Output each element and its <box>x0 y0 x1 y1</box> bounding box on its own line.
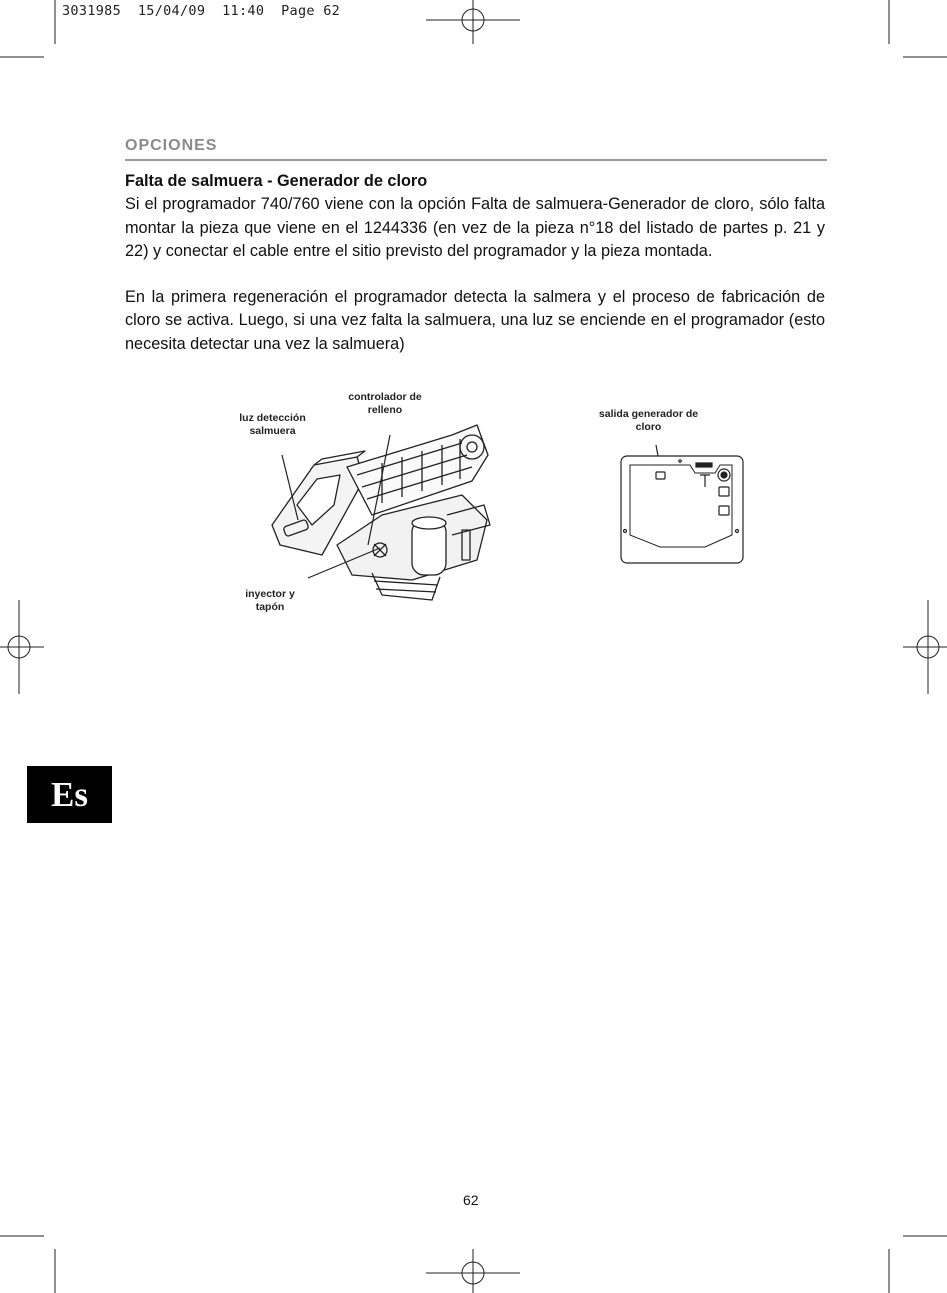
page-number: 62 <box>463 1192 479 1208</box>
control-board-illustration <box>620 455 745 565</box>
label-chlorine-output: salida generador de cloro <box>598 408 699 433</box>
subsection-heading: Falta de salmuera - Generador de cloro <box>125 172 428 190</box>
paragraph-2: En la primera regeneración el programador detecta la salmera y el proceso de fabricación de cloro se activa. Luego, si una vez falta la salmuera, una luz se enciende en el programador (esto necesita detectar una vez la salmuera) <box>125 288 825 353</box>
label-fill-controller: controlador de relleno <box>348 391 422 416</box>
paragraph-1: Si el programador 740/760 viene con la opción Falta de salmuera-Generador de cloro, sólo falta montar la pieza que viene en el 1244336 (en vez de la pieza n°18 del listado de partes p. 21 y 22) y conectar el cable entre el sitio previsto del programador y la pieza montada. <box>125 195 825 260</box>
language-tab: Es <box>27 766 112 823</box>
section-title: OPCIONES <box>125 137 218 154</box>
print-header: 3031985 15/04/09 11:40 Page 62 <box>62 3 341 19</box>
label-brine-light: luz detección salmuera <box>239 412 306 437</box>
label-injector: inyector y tapón <box>245 588 295 613</box>
